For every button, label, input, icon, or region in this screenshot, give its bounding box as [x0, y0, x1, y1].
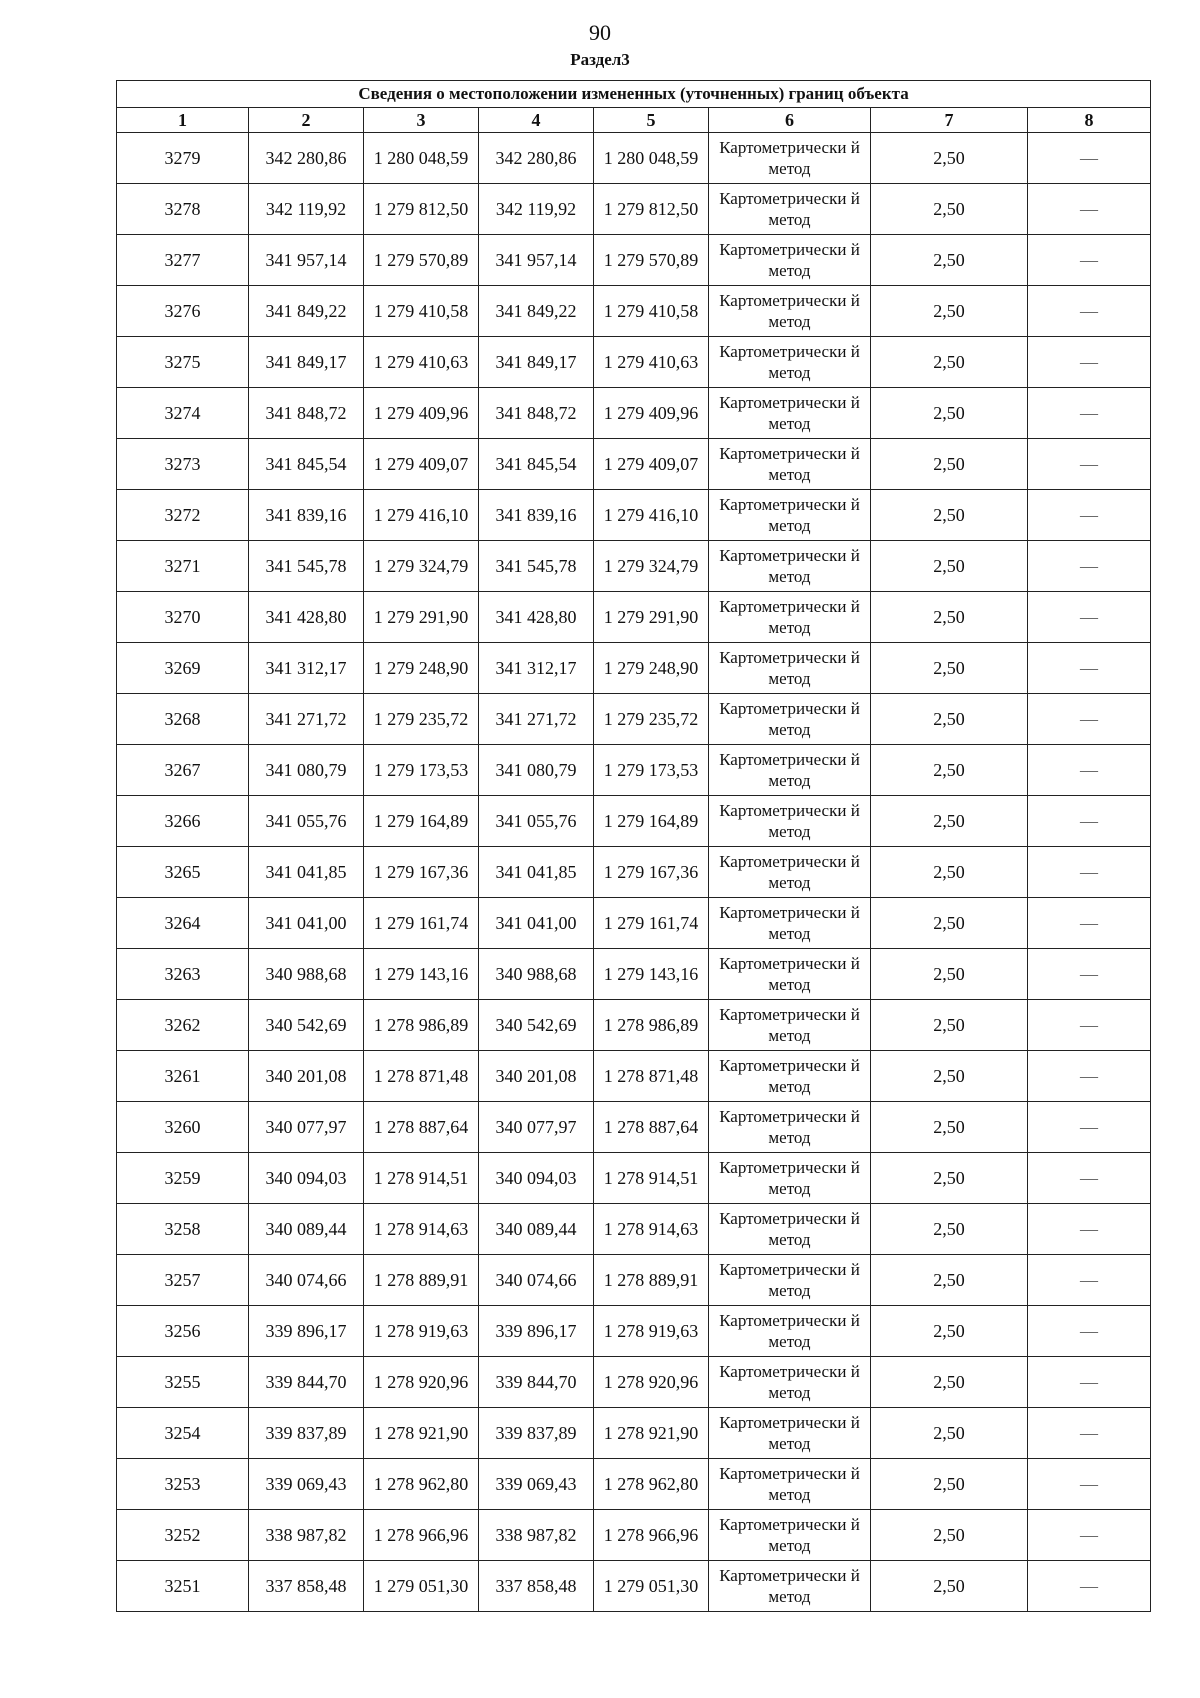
- cell-y-new: 1 278 920,96: [594, 1357, 709, 1408]
- cell-precision: 2,50: [871, 1459, 1028, 1510]
- cell-x-new: 341 055,76: [479, 796, 594, 847]
- cell-note: —: [1028, 1306, 1151, 1357]
- cell-method: Картометрически й метод: [709, 1408, 871, 1459]
- cell-y-new: 1 278 919,63: [594, 1306, 709, 1357]
- cell-note: —: [1028, 1153, 1151, 1204]
- cell-note: —: [1028, 541, 1151, 592]
- cell-y-old: 1 279 173,53: [364, 745, 479, 796]
- page-number: 90: [589, 20, 611, 45]
- cell-y-old: 1 278 889,91: [364, 1255, 479, 1306]
- column-header-8: 8: [1028, 108, 1151, 133]
- cell-point-number: 3261: [117, 1051, 249, 1102]
- cell-method: Картометрически й метод: [709, 286, 871, 337]
- cell-method: Картометрически й метод: [709, 490, 871, 541]
- cell-point-number: 3266: [117, 796, 249, 847]
- cell-note: —: [1028, 133, 1151, 184]
- cell-y-new: 1 278 914,51: [594, 1153, 709, 1204]
- table-row: [117, 1357, 1151, 1408]
- cell-method: Картометрически й метод: [709, 1153, 871, 1204]
- cell-x-old: 338 987,82: [249, 1510, 364, 1561]
- cell-note: —: [1028, 1204, 1151, 1255]
- cell-x-old: 341 845,54: [249, 439, 364, 490]
- table-row: [117, 490, 1151, 541]
- cell-point-number: 3253: [117, 1459, 249, 1510]
- cell-point-number: 3267: [117, 745, 249, 796]
- table-row: [117, 1561, 1151, 1612]
- table-row: [117, 541, 1151, 592]
- cell-x-old: 340 089,44: [249, 1204, 364, 1255]
- cell-x-old: 341 848,72: [249, 388, 364, 439]
- table-row: [117, 694, 1151, 745]
- cell-x-new: 341 849,22: [479, 286, 594, 337]
- cell-x-new: 341 839,16: [479, 490, 594, 541]
- table-row: [117, 745, 1151, 796]
- cell-precision: 2,50: [871, 1408, 1028, 1459]
- cell-note: —: [1028, 898, 1151, 949]
- cell-method: Картометрически й метод: [709, 184, 871, 235]
- cell-x-old: 339 837,89: [249, 1408, 364, 1459]
- column-header-5: 5: [594, 108, 709, 133]
- cell-note: —: [1028, 694, 1151, 745]
- cell-method: Картометрически й метод: [709, 1510, 871, 1561]
- cell-x-new: 341 312,17: [479, 643, 594, 694]
- cell-point-number: 3251: [117, 1561, 249, 1612]
- cell-x-old: 341 849,17: [249, 337, 364, 388]
- cell-y-new: 1 279 410,58: [594, 286, 709, 337]
- table-row: [117, 1000, 1151, 1051]
- cell-note: —: [1028, 184, 1151, 235]
- cell-x-new: 341 848,72: [479, 388, 594, 439]
- cell-x-old: 341 849,22: [249, 286, 364, 337]
- cell-y-old: 1 280 048,59: [364, 133, 479, 184]
- cell-y-new: 1 278 962,80: [594, 1459, 709, 1510]
- cell-x-new: 341 957,14: [479, 235, 594, 286]
- cell-point-number: 3262: [117, 1000, 249, 1051]
- cell-x-new: 342 119,92: [479, 184, 594, 235]
- cell-y-new: 1 279 161,74: [594, 898, 709, 949]
- cell-point-number: 3275: [117, 337, 249, 388]
- cell-note: —: [1028, 1357, 1151, 1408]
- cell-precision: 2,50: [871, 949, 1028, 1000]
- cell-method: Картометрически й метод: [709, 388, 871, 439]
- cell-y-new: 1 278 966,96: [594, 1510, 709, 1561]
- cell-x-new: 341 845,54: [479, 439, 594, 490]
- cell-x-old: 340 201,08: [249, 1051, 364, 1102]
- table-row: [117, 184, 1151, 235]
- cell-method: Картометрически й метод: [709, 847, 871, 898]
- cell-y-old: 1 278 887,64: [364, 1102, 479, 1153]
- section-title: Раздел3: [570, 50, 630, 69]
- cell-note: —: [1028, 439, 1151, 490]
- cell-precision: 2,50: [871, 1153, 1028, 1204]
- cell-point-number: 3276: [117, 286, 249, 337]
- cell-y-old: 1 278 920,96: [364, 1357, 479, 1408]
- cell-point-number: 3277: [117, 235, 249, 286]
- cell-y-old: 1 279 161,74: [364, 898, 479, 949]
- cell-x-new: 338 987,82: [479, 1510, 594, 1561]
- cell-x-new: 340 542,69: [479, 1000, 594, 1051]
- cell-method: Картометрически й метод: [709, 643, 871, 694]
- cell-y-old: 1 279 324,79: [364, 541, 479, 592]
- cell-precision: 2,50: [871, 796, 1028, 847]
- table-row: [117, 847, 1151, 898]
- table-row: [117, 1408, 1151, 1459]
- cell-point-number: 3271: [117, 541, 249, 592]
- table-row: [117, 388, 1151, 439]
- cell-x-new: 337 858,48: [479, 1561, 594, 1612]
- cell-method: Картометрически й метод: [709, 592, 871, 643]
- cell-note: —: [1028, 1510, 1151, 1561]
- column-header-row: [117, 108, 1151, 133]
- cell-y-old: 1 278 914,63: [364, 1204, 479, 1255]
- cell-x-old: 341 545,78: [249, 541, 364, 592]
- cell-point-number: 3270: [117, 592, 249, 643]
- table-row: [117, 337, 1151, 388]
- cell-x-old: 341 957,14: [249, 235, 364, 286]
- cell-y-new: 1 279 324,79: [594, 541, 709, 592]
- cell-y-new: 1 279 051,30: [594, 1561, 709, 1612]
- cell-precision: 2,50: [871, 439, 1028, 490]
- cell-note: —: [1028, 388, 1151, 439]
- table-row: [117, 796, 1151, 847]
- cell-y-old: 1 279 143,16: [364, 949, 479, 1000]
- cell-method: Картометрически й метод: [709, 1561, 871, 1612]
- cell-x-old: 340 988,68: [249, 949, 364, 1000]
- cell-x-new: 340 077,97: [479, 1102, 594, 1153]
- cell-method: Картометрически й метод: [709, 745, 871, 796]
- table-row: [117, 133, 1151, 184]
- cell-x-old: 341 839,16: [249, 490, 364, 541]
- cell-note: —: [1028, 1051, 1151, 1102]
- cell-y-new: 1 278 889,91: [594, 1255, 709, 1306]
- cell-y-old: 1 278 919,63: [364, 1306, 479, 1357]
- cell-precision: 2,50: [871, 133, 1028, 184]
- cell-x-old: 341 428,80: [249, 592, 364, 643]
- cell-precision: 2,50: [871, 1510, 1028, 1561]
- cell-y-old: 1 279 409,96: [364, 388, 479, 439]
- cell-point-number: 3272: [117, 490, 249, 541]
- cell-point-number: 3259: [117, 1153, 249, 1204]
- cell-x-new: 341 428,80: [479, 592, 594, 643]
- cell-x-new: 342 280,86: [479, 133, 594, 184]
- cell-precision: 2,50: [871, 1204, 1028, 1255]
- cell-y-old: 1 279 416,10: [364, 490, 479, 541]
- cell-x-old: 340 074,66: [249, 1255, 364, 1306]
- cell-y-old: 1 278 962,80: [364, 1459, 479, 1510]
- column-header-6: 6: [709, 108, 871, 133]
- cell-x-old: 339 069,43: [249, 1459, 364, 1510]
- cell-y-new: 1 278 887,64: [594, 1102, 709, 1153]
- cell-y-new: 1 279 167,36: [594, 847, 709, 898]
- cell-y-new: 1 279 409,07: [594, 439, 709, 490]
- table-caption: Сведения о местоположении измененных (уточненных) границ объекта: [117, 81, 1151, 108]
- cell-note: —: [1028, 1102, 1151, 1153]
- cell-y-old: 1 279 812,50: [364, 184, 479, 235]
- cell-x-old: 339 896,17: [249, 1306, 364, 1357]
- cell-y-old: 1 278 921,90: [364, 1408, 479, 1459]
- cell-x-old: 340 077,97: [249, 1102, 364, 1153]
- cell-x-old: 342 280,86: [249, 133, 364, 184]
- cell-precision: 2,50: [871, 184, 1028, 235]
- cell-y-new: 1 278 921,90: [594, 1408, 709, 1459]
- cell-point-number: 3258: [117, 1204, 249, 1255]
- cell-precision: 2,50: [871, 1051, 1028, 1102]
- cell-precision: 2,50: [871, 1357, 1028, 1408]
- cell-note: —: [1028, 796, 1151, 847]
- cell-point-number: 3279: [117, 133, 249, 184]
- column-header-1: 1: [117, 108, 249, 133]
- cell-precision: 2,50: [871, 1102, 1028, 1153]
- cell-point-number: 3268: [117, 694, 249, 745]
- cell-y-new: 1 279 248,90: [594, 643, 709, 694]
- cell-method: Картометрически й метод: [709, 694, 871, 745]
- cell-precision: 2,50: [871, 1000, 1028, 1051]
- cell-note: —: [1028, 847, 1151, 898]
- table-row: [117, 1306, 1151, 1357]
- cell-y-new: 1 279 812,50: [594, 184, 709, 235]
- cell-point-number: 3255: [117, 1357, 249, 1408]
- cell-y-old: 1 279 167,36: [364, 847, 479, 898]
- cell-precision: 2,50: [871, 490, 1028, 541]
- cell-x-old: 341 312,17: [249, 643, 364, 694]
- cell-note: —: [1028, 592, 1151, 643]
- cell-method: Картометрически й метод: [709, 1255, 871, 1306]
- cell-point-number: 3256: [117, 1306, 249, 1357]
- cell-note: —: [1028, 1408, 1151, 1459]
- cell-x-new: 341 545,78: [479, 541, 594, 592]
- table-row: [117, 1255, 1151, 1306]
- cell-precision: 2,50: [871, 592, 1028, 643]
- cell-note: —: [1028, 643, 1151, 694]
- table-caption-row: [117, 81, 1151, 108]
- cell-y-old: 1 279 570,89: [364, 235, 479, 286]
- cell-y-old: 1 279 291,90: [364, 592, 479, 643]
- cell-precision: 2,50: [871, 1306, 1028, 1357]
- cell-precision: 2,50: [871, 745, 1028, 796]
- cell-method: Картометрически й метод: [709, 541, 871, 592]
- cell-x-new: 341 271,72: [479, 694, 594, 745]
- cell-x-old: 341 041,00: [249, 898, 364, 949]
- cell-point-number: 3263: [117, 949, 249, 1000]
- cell-point-number: 3274: [117, 388, 249, 439]
- cell-y-new: 1 279 164,89: [594, 796, 709, 847]
- cell-method: Картометрически й метод: [709, 1357, 871, 1408]
- cell-y-old: 1 278 966,96: [364, 1510, 479, 1561]
- cell-x-new: 340 074,66: [479, 1255, 594, 1306]
- cell-y-new: 1 279 235,72: [594, 694, 709, 745]
- table-row: [117, 1153, 1151, 1204]
- cell-precision: 2,50: [871, 1255, 1028, 1306]
- cell-x-new: 341 041,00: [479, 898, 594, 949]
- cell-note: —: [1028, 286, 1151, 337]
- cell-y-old: 1 278 871,48: [364, 1051, 479, 1102]
- cell-y-old: 1 279 051,30: [364, 1561, 479, 1612]
- cell-precision: 2,50: [871, 694, 1028, 745]
- cell-x-old: 339 844,70: [249, 1357, 364, 1408]
- column-header-3: 3: [364, 108, 479, 133]
- cell-precision: 2,50: [871, 541, 1028, 592]
- cell-note: —: [1028, 1459, 1151, 1510]
- cell-x-new: 339 837,89: [479, 1408, 594, 1459]
- cell-note: —: [1028, 1000, 1151, 1051]
- cell-y-new: 1 278 871,48: [594, 1051, 709, 1102]
- cell-point-number: 3260: [117, 1102, 249, 1153]
- table-row: [117, 949, 1151, 1000]
- cell-method: Картометрически й метод: [709, 1459, 871, 1510]
- cell-x-old: 341 271,72: [249, 694, 364, 745]
- table-row: [117, 439, 1151, 490]
- cell-note: —: [1028, 337, 1151, 388]
- cell-x-new: 340 201,08: [479, 1051, 594, 1102]
- cell-note: —: [1028, 1255, 1151, 1306]
- cell-precision: 2,50: [871, 643, 1028, 694]
- cell-method: Картометрически й метод: [709, 796, 871, 847]
- cell-note: —: [1028, 490, 1151, 541]
- cell-point-number: 3273: [117, 439, 249, 490]
- cell-precision: 2,50: [871, 235, 1028, 286]
- table-row: [117, 1459, 1151, 1510]
- cell-method: Картометрически й метод: [709, 949, 871, 1000]
- cell-point-number: 3278: [117, 184, 249, 235]
- cell-y-new: 1 278 914,63: [594, 1204, 709, 1255]
- table-row: [117, 1051, 1151, 1102]
- table-row: [117, 1102, 1151, 1153]
- table-row: [117, 286, 1151, 337]
- table-row: [117, 235, 1151, 286]
- cell-x-new: 341 849,17: [479, 337, 594, 388]
- cell-x-new: 339 896,17: [479, 1306, 594, 1357]
- cell-x-new: 341 041,85: [479, 847, 594, 898]
- cell-y-new: 1 278 986,89: [594, 1000, 709, 1051]
- table-row: [117, 1510, 1151, 1561]
- cell-x-new: 340 089,44: [479, 1204, 594, 1255]
- cell-point-number: 3269: [117, 643, 249, 694]
- cell-point-number: 3264: [117, 898, 249, 949]
- cell-precision: 2,50: [871, 337, 1028, 388]
- cell-precision: 2,50: [871, 898, 1028, 949]
- cell-note: —: [1028, 235, 1151, 286]
- cell-precision: 2,50: [871, 1561, 1028, 1612]
- table-row: [117, 1204, 1151, 1255]
- cell-x-old: 341 055,76: [249, 796, 364, 847]
- cell-method: Картометрически й метод: [709, 898, 871, 949]
- table-row: [117, 898, 1151, 949]
- cell-y-new: 1 279 416,10: [594, 490, 709, 541]
- column-header-7: 7: [871, 108, 1028, 133]
- cell-y-old: 1 278 914,51: [364, 1153, 479, 1204]
- cell-x-old: 340 094,03: [249, 1153, 364, 1204]
- cell-x-old: 340 542,69: [249, 1000, 364, 1051]
- cell-x-new: 340 988,68: [479, 949, 594, 1000]
- table-row: [117, 592, 1151, 643]
- cell-point-number: 3254: [117, 1408, 249, 1459]
- cell-precision: 2,50: [871, 388, 1028, 439]
- cell-method: Картометрически й метод: [709, 1204, 871, 1255]
- cell-method: Картометрически й метод: [709, 1000, 871, 1051]
- cell-point-number: 3252: [117, 1510, 249, 1561]
- cell-y-new: 1 279 409,96: [594, 388, 709, 439]
- cell-x-old: 341 080,79: [249, 745, 364, 796]
- cell-note: —: [1028, 1561, 1151, 1612]
- cell-note: —: [1028, 745, 1151, 796]
- cell-y-old: 1 279 164,89: [364, 796, 479, 847]
- cell-y-new: 1 279 410,63: [594, 337, 709, 388]
- cell-x-new: 339 069,43: [479, 1459, 594, 1510]
- cell-y-new: 1 279 570,89: [594, 235, 709, 286]
- cell-precision: 2,50: [871, 847, 1028, 898]
- column-header-4: 4: [479, 108, 594, 133]
- coordinates-table: [116, 80, 1151, 1612]
- cell-y-old: 1 279 410,58: [364, 286, 479, 337]
- cell-point-number: 3257: [117, 1255, 249, 1306]
- cell-method: Картометрически й метод: [709, 1051, 871, 1102]
- cell-y-new: 1 279 143,16: [594, 949, 709, 1000]
- cell-y-new: 1 279 291,90: [594, 592, 709, 643]
- cell-x-old: 342 119,92: [249, 184, 364, 235]
- cell-y-new: 1 280 048,59: [594, 133, 709, 184]
- cell-x-new: 341 080,79: [479, 745, 594, 796]
- cell-y-old: 1 279 409,07: [364, 439, 479, 490]
- cell-x-old: 341 041,85: [249, 847, 364, 898]
- column-header-2: 2: [249, 108, 364, 133]
- cell-y-new: 1 279 173,53: [594, 745, 709, 796]
- cell-x-old: 337 858,48: [249, 1561, 364, 1612]
- cell-y-old: 1 279 248,90: [364, 643, 479, 694]
- cell-note: —: [1028, 949, 1151, 1000]
- cell-y-old: 1 278 986,89: [364, 1000, 479, 1051]
- cell-x-new: 339 844,70: [479, 1357, 594, 1408]
- cell-y-old: 1 279 235,72: [364, 694, 479, 745]
- cell-method: Картометрически й метод: [709, 133, 871, 184]
- cell-x-new: 340 094,03: [479, 1153, 594, 1204]
- cell-point-number: 3265: [117, 847, 249, 898]
- cell-method: Картометрически й метод: [709, 1306, 871, 1357]
- cell-method: Картометрически й метод: [709, 235, 871, 286]
- cell-y-old: 1 279 410,63: [364, 337, 479, 388]
- cell-method: Картометрически й метод: [709, 439, 871, 490]
- table-body: [117, 133, 1151, 1612]
- cell-method: Картометрически й метод: [709, 1102, 871, 1153]
- cell-precision: 2,50: [871, 286, 1028, 337]
- cell-method: Картометрически й метод: [709, 337, 871, 388]
- table-row: [117, 643, 1151, 694]
